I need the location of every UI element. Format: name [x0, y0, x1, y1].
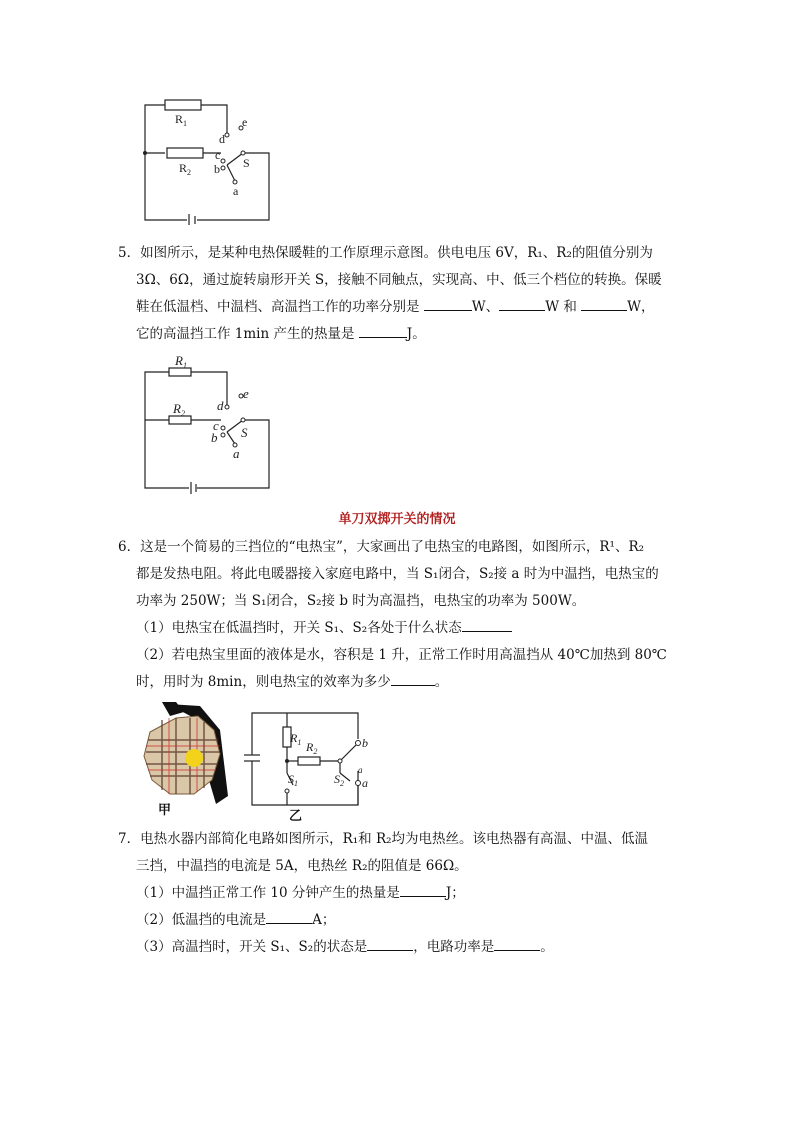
answer-blank-switch-state[interactable] — [462, 617, 512, 632]
label-r1: R — [175, 353, 183, 368]
question-text: 如图所示，是某种电热保暖鞋的工作原理示意图。供电电压 6V，R₁、R₂的阻值分别为 — [140, 245, 653, 261]
svg-text:R2: $R_2$ — [179, 161, 192, 177]
question-text: 它的高温挡工作 1min 产生的热量是 — [136, 326, 359, 342]
sub-question-2-cont: 时，用时为 8min，则电热宝的效率为多少 — [136, 674, 391, 690]
label-b: b — [362, 736, 368, 750]
question-5 — [118, 240, 678, 348]
unit-text: W 和 — [545, 299, 582, 315]
circuit-diagram-shoe-top — [135, 95, 285, 225]
svg-text:S2: $S_2$ — [334, 772, 344, 788]
question-7 — [118, 826, 678, 961]
section-heading: 单刀双掷开关的情况 — [338, 512, 456, 527]
sub-question-1: （1）电热宝在低温挡时，开关 S₁、S₂各处于什么状态 — [136, 620, 462, 636]
resistor-r2 — [298, 757, 320, 765]
svg-text:R1: $R_1$ — [290, 731, 302, 747]
answer-blank-efficiency[interactable] — [391, 671, 435, 686]
label-s2: S — [334, 772, 340, 786]
label-s1: S — [288, 772, 294, 786]
label-r2: R — [306, 740, 314, 754]
resistor-r1 — [169, 368, 191, 376]
sub-question-2: （2）若电热宝里面的液体是水，容积是 1 升，正常工作时用高温挡从 40℃加热到 80℃ — [136, 647, 667, 663]
resistor-r2 — [167, 148, 203, 158]
label-e: e — [242, 115, 248, 129]
unit-text: J。 — [406, 326, 426, 342]
question-text: 这是一个简易的三挡位的“电热宝”，大家画出了电热宝的电路图，如图所示，R¹、R₂ — [140, 539, 645, 555]
question-number: 7． — [118, 831, 141, 847]
circuit-diagram-shoe — [135, 350, 285, 495]
unit-text: A； — [312, 912, 336, 928]
answer-blank-low-power[interactable] — [424, 296, 472, 311]
label-s: S — [241, 425, 248, 440]
unit-text: W、 — [471, 299, 500, 315]
svg-text:R1: $R_1$ — [175, 112, 188, 128]
question-number: 5． — [118, 245, 141, 261]
punctuation: 。 — [540, 939, 554, 955]
question-text: 鞋在低温档、中温档、高温挡工作的功率分别是 — [136, 299, 424, 315]
svg-text:R2: $R_2$ — [173, 401, 185, 418]
label-c: c — [215, 148, 221, 162]
label-b: b — [211, 430, 218, 445]
answer-blank-heat[interactable] — [400, 882, 446, 897]
label-s: S — [243, 156, 250, 170]
answer-blank-high-power[interactable] — [581, 296, 627, 311]
answer-blank-heat[interactable] — [359, 323, 407, 338]
question-text: 功率为 250W；当 S₁闭合，S₂接 b 时为高温挡，电热宝的功率为 500W。 — [136, 593, 586, 609]
resistor-r1 — [165, 100, 201, 110]
label-a: a — [233, 184, 239, 198]
svg-text:R1: $R_1$ — [175, 353, 187, 370]
sub-question-2: （2）低温挡的电流是 — [136, 912, 267, 928]
question-text: 电热水器内部简化电路如图所示，R₁和 R₂均为电热丝。该电热器有高温、中温、低温 — [140, 831, 649, 847]
answer-blank-current[interactable] — [266, 909, 312, 924]
question-text: 3Ω、6Ω，通过旋转扇形开关 S，接触不同触点，实现高、中、低三个档位的转换。保暖 — [136, 272, 662, 288]
unit-text: J； — [445, 885, 465, 901]
label-a: a — [233, 446, 240, 461]
question-6 — [118, 534, 678, 696]
question-text: 都是发热电阻。将此电暖器接入家庭电路中，当 S₁闭合，S₂接 a 时为中温挡，电热宝的 — [136, 566, 659, 582]
label-r1: R — [290, 731, 298, 745]
label-e: e — [243, 386, 249, 401]
question-number: 6． — [118, 539, 141, 555]
svg-text:R2: $R_2$ — [306, 740, 318, 756]
punctuation: 。 — [434, 674, 449, 690]
circuit-diagram-heater — [240, 705, 370, 823]
label-r2: R — [179, 161, 188, 175]
label-r2: R — [173, 401, 181, 416]
answer-blank-mid-power[interactable] — [499, 296, 545, 311]
label-r1: R — [175, 112, 184, 126]
svg-text:S1: $S_1$ — [288, 772, 298, 788]
question-text: ，电路功率是 — [413, 939, 495, 955]
label-a: a — [362, 776, 368, 790]
caption-yi: 乙 — [289, 808, 303, 823]
answer-blank-switch-state[interactable] — [367, 936, 413, 951]
caption-jia: 甲 — [158, 802, 172, 817]
label-c: c — [213, 418, 219, 433]
label-b: b — [214, 162, 220, 176]
unit-text: W， — [627, 299, 655, 315]
label-d: d — [217, 398, 224, 413]
label-a-small: a — [358, 765, 363, 775]
question-text: 三挡，中温挡的电流是 5A，电热丝 R₂的阻值是 66Ω。 — [136, 858, 468, 874]
sub-question-3: （3）高温挡时，开关 S₁、S₂的状态是 — [136, 939, 368, 955]
sub-question-1: （1）中温挡正常工作 10 分钟产生的热量是 — [136, 885, 400, 901]
label-d: d — [219, 132, 225, 146]
heater-photo — [140, 700, 230, 820]
answer-blank-power[interactable] — [494, 936, 540, 951]
